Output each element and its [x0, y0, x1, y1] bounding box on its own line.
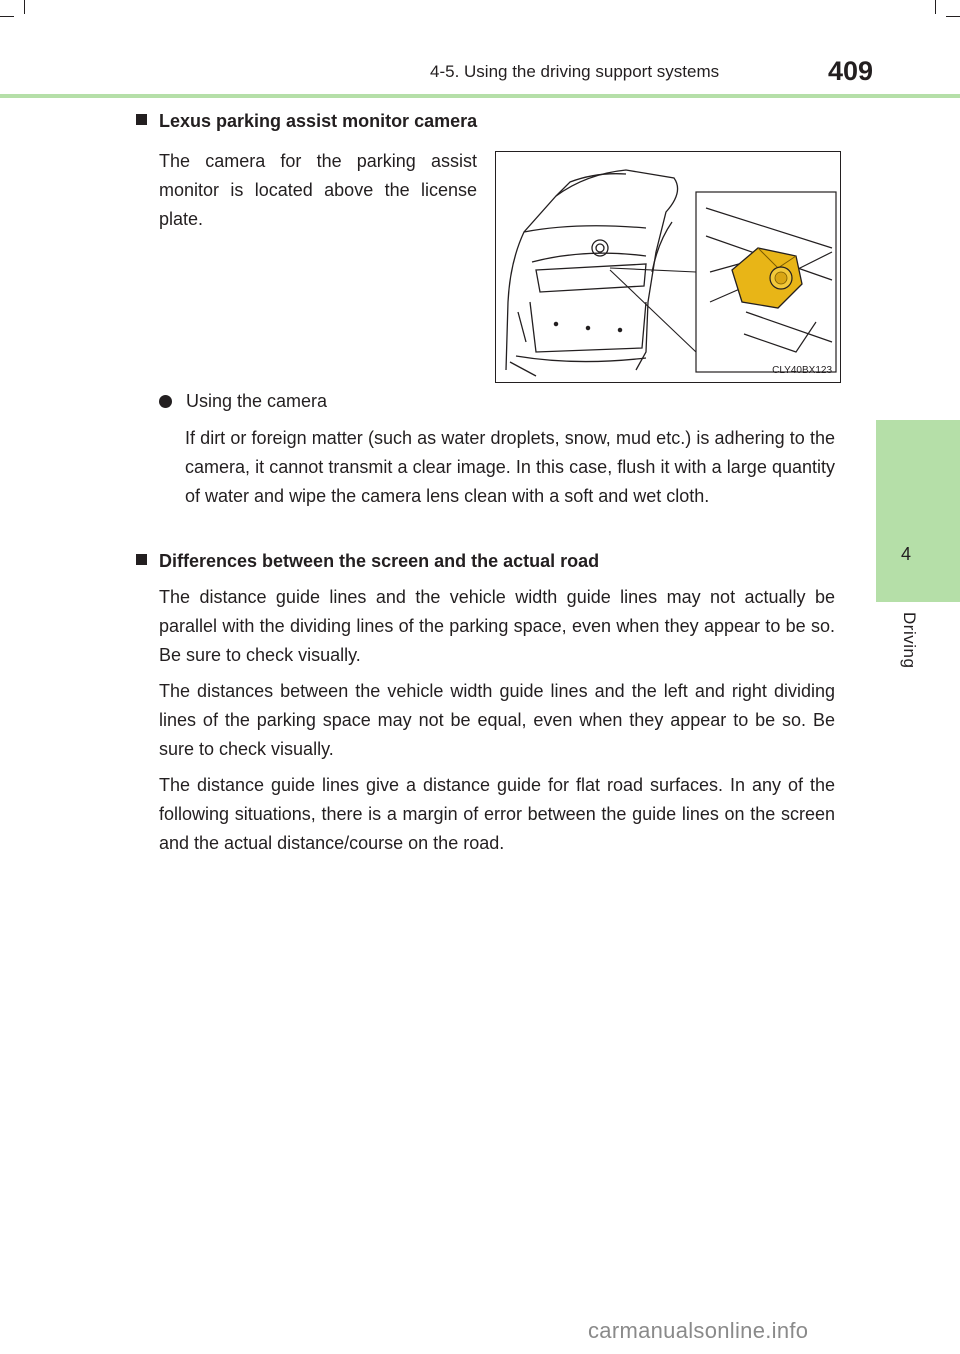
section-title: 4-5. Using the driving support systems	[430, 62, 720, 81]
bullet-item	[159, 391, 327, 412]
intro-paragraph: The camera for the parking assist monitor is located above the license plate.	[159, 151, 477, 229]
body-paragraph: The distance guide lines give a distance guide for flat road surfaces. In any of the following situations, there is a margin of error between the guide lines on the screen and the actual distance/course on the road.	[159, 775, 835, 853]
round-bullet-icon	[159, 395, 172, 408]
crop-mark	[946, 16, 960, 17]
crop-mark	[935, 0, 936, 14]
figure-code: CLY40BX123	[772, 365, 832, 376]
heading-text: Lexus parking assist monitor camera	[159, 111, 478, 131]
section-heading	[136, 111, 477, 132]
crop-mark	[0, 16, 14, 17]
square-bullet-icon	[136, 114, 147, 125]
car-rear-illustration	[496, 152, 840, 382]
bullet-text: Using the camera	[186, 391, 328, 411]
camera-care-paragraph: If dirt or foreign matter (such as water droplets, snow, mud etc.) is adhering to the camera, it cannot transmit a clear image. In this case, flush it with a large quantity of water and wipe the camera lens clean with a soft and wet cloth.	[185, 428, 835, 506]
chapter-number: 4	[900, 544, 911, 564]
body-paragraph: The distances between the vehicle width guide lines and the left and right dividing lines of the parking space may not be equal, even when they appear to be so. Be sure to check visually.	[159, 681, 835, 759]
page-number: 409	[828, 56, 874, 86]
square-bullet-icon	[136, 554, 147, 565]
section-heading	[136, 551, 599, 572]
chapter-label: Driving	[900, 612, 919, 669]
heading-text: Differences between the screen and the actual road	[159, 551, 600, 571]
camera-location-illustration	[495, 151, 841, 383]
body-paragraph: The distance guide lines and the vehicle width guide lines may not actually be parallel with the dividing lines of the parking space, even when they appear to be so. Be sure to check visually.	[159, 587, 835, 665]
crop-mark	[24, 0, 25, 14]
watermark: carmanualsonline.info	[588, 1318, 809, 1343]
header-rule	[0, 94, 960, 98]
chapter-tab	[876, 420, 960, 602]
